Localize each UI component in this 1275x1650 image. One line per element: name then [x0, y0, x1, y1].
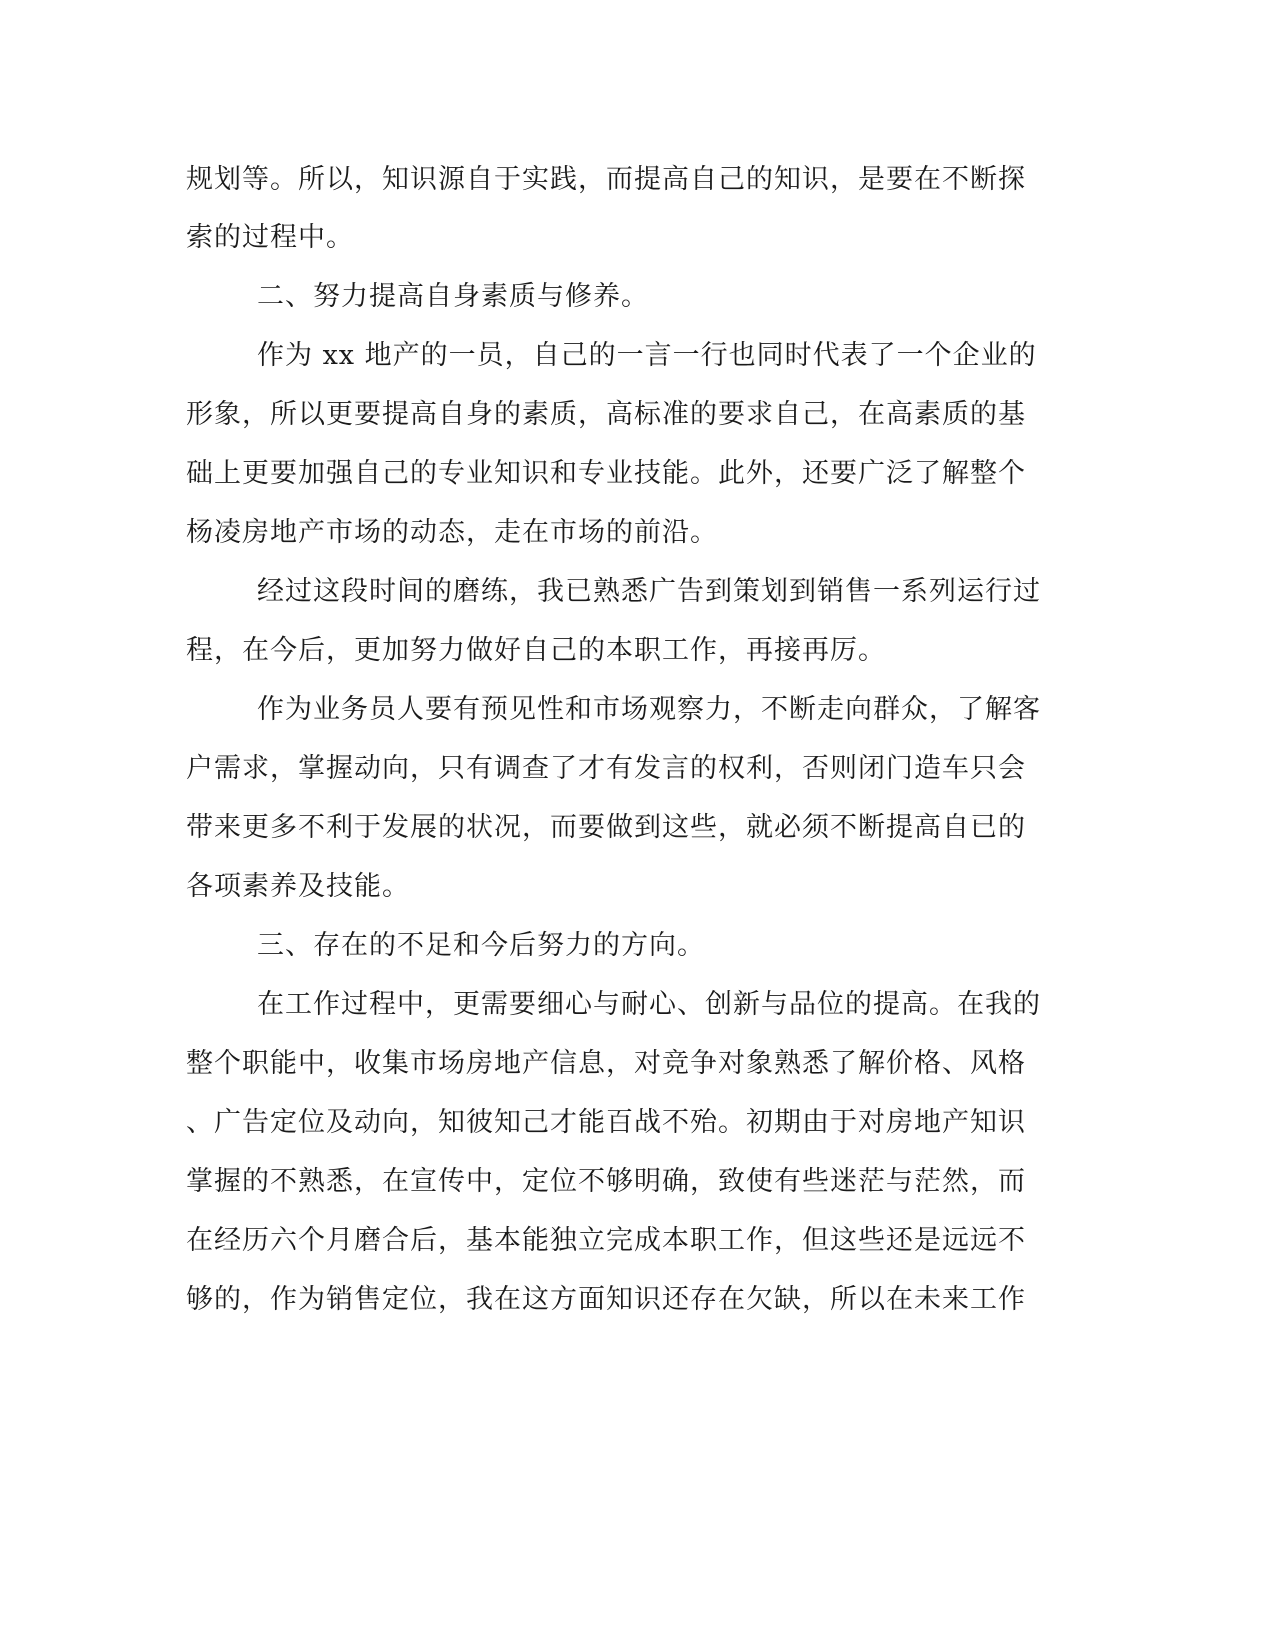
- text-line: 经过这段时间的磨练，我已熟悉广告到策划到销售一系列运行过: [257, 576, 1041, 607]
- text-line: 户需求，掌握动向，只有调查了才有发言的权利，否则闭门造车只会: [186, 753, 1026, 784]
- text-line: 整个职能中，收集市场房地产信息，对竞争对象熟悉了解价格、风格: [186, 1048, 1026, 1079]
- text-line: 在经历六个月磨合后，基本能独立完成本职工作，但这些还是远远不: [186, 1225, 1026, 1256]
- text-line: 程，在今后，更加努力做好自己的本职工作，再接再厉。: [186, 635, 886, 666]
- text-line: 索的过程中。: [186, 222, 354, 253]
- text-line: 各项素养及技能。: [186, 871, 410, 902]
- text-line: 作为业务员人要有预见性和市场观察力，不断走向群众，了解客: [257, 694, 1041, 725]
- text-line: 掌握的不熟悉，在宣传中，定位不够明确，致使有些迷茫与茫然，而: [186, 1166, 1026, 1197]
- text-line: 规划等。所以，知识源自于实践，而提高自己的知识，是要在不断探: [186, 164, 1026, 195]
- section-heading: 三、存在的不足和今后努力的方向。: [257, 930, 705, 961]
- text-line: 杨凌房地产市场的动态，走在市场的前沿。: [186, 517, 718, 548]
- text-line: 作为 xx 地产的一员，自己的一言一行也同时代表了一个企业的: [257, 340, 1037, 371]
- text-line: 形象，所以更要提高自身的素质，高标准的要求自己，在高素质的基: [186, 399, 1026, 430]
- text-line: 础上更要加强自己的专业知识和专业技能。此外，还要广泛了解整个: [186, 458, 1026, 489]
- text-line: 够的，作为销售定位，我在这方面知识还存在欠缺，所以在未来工作: [186, 1284, 1026, 1315]
- text-line: 在工作过程中，更需要细心与耐心、创新与品位的提高。在我的: [257, 989, 1041, 1020]
- section-heading: 二、努力提高自身素质与修养。: [257, 281, 649, 312]
- text-line: 、广告定位及动向，知彼知己才能百战不殆。初期由于对房地产知识: [186, 1107, 1026, 1138]
- text-line: 带来更多不利于发展的状况，而要做到这些，就必须不断提高自已的: [186, 812, 1026, 843]
